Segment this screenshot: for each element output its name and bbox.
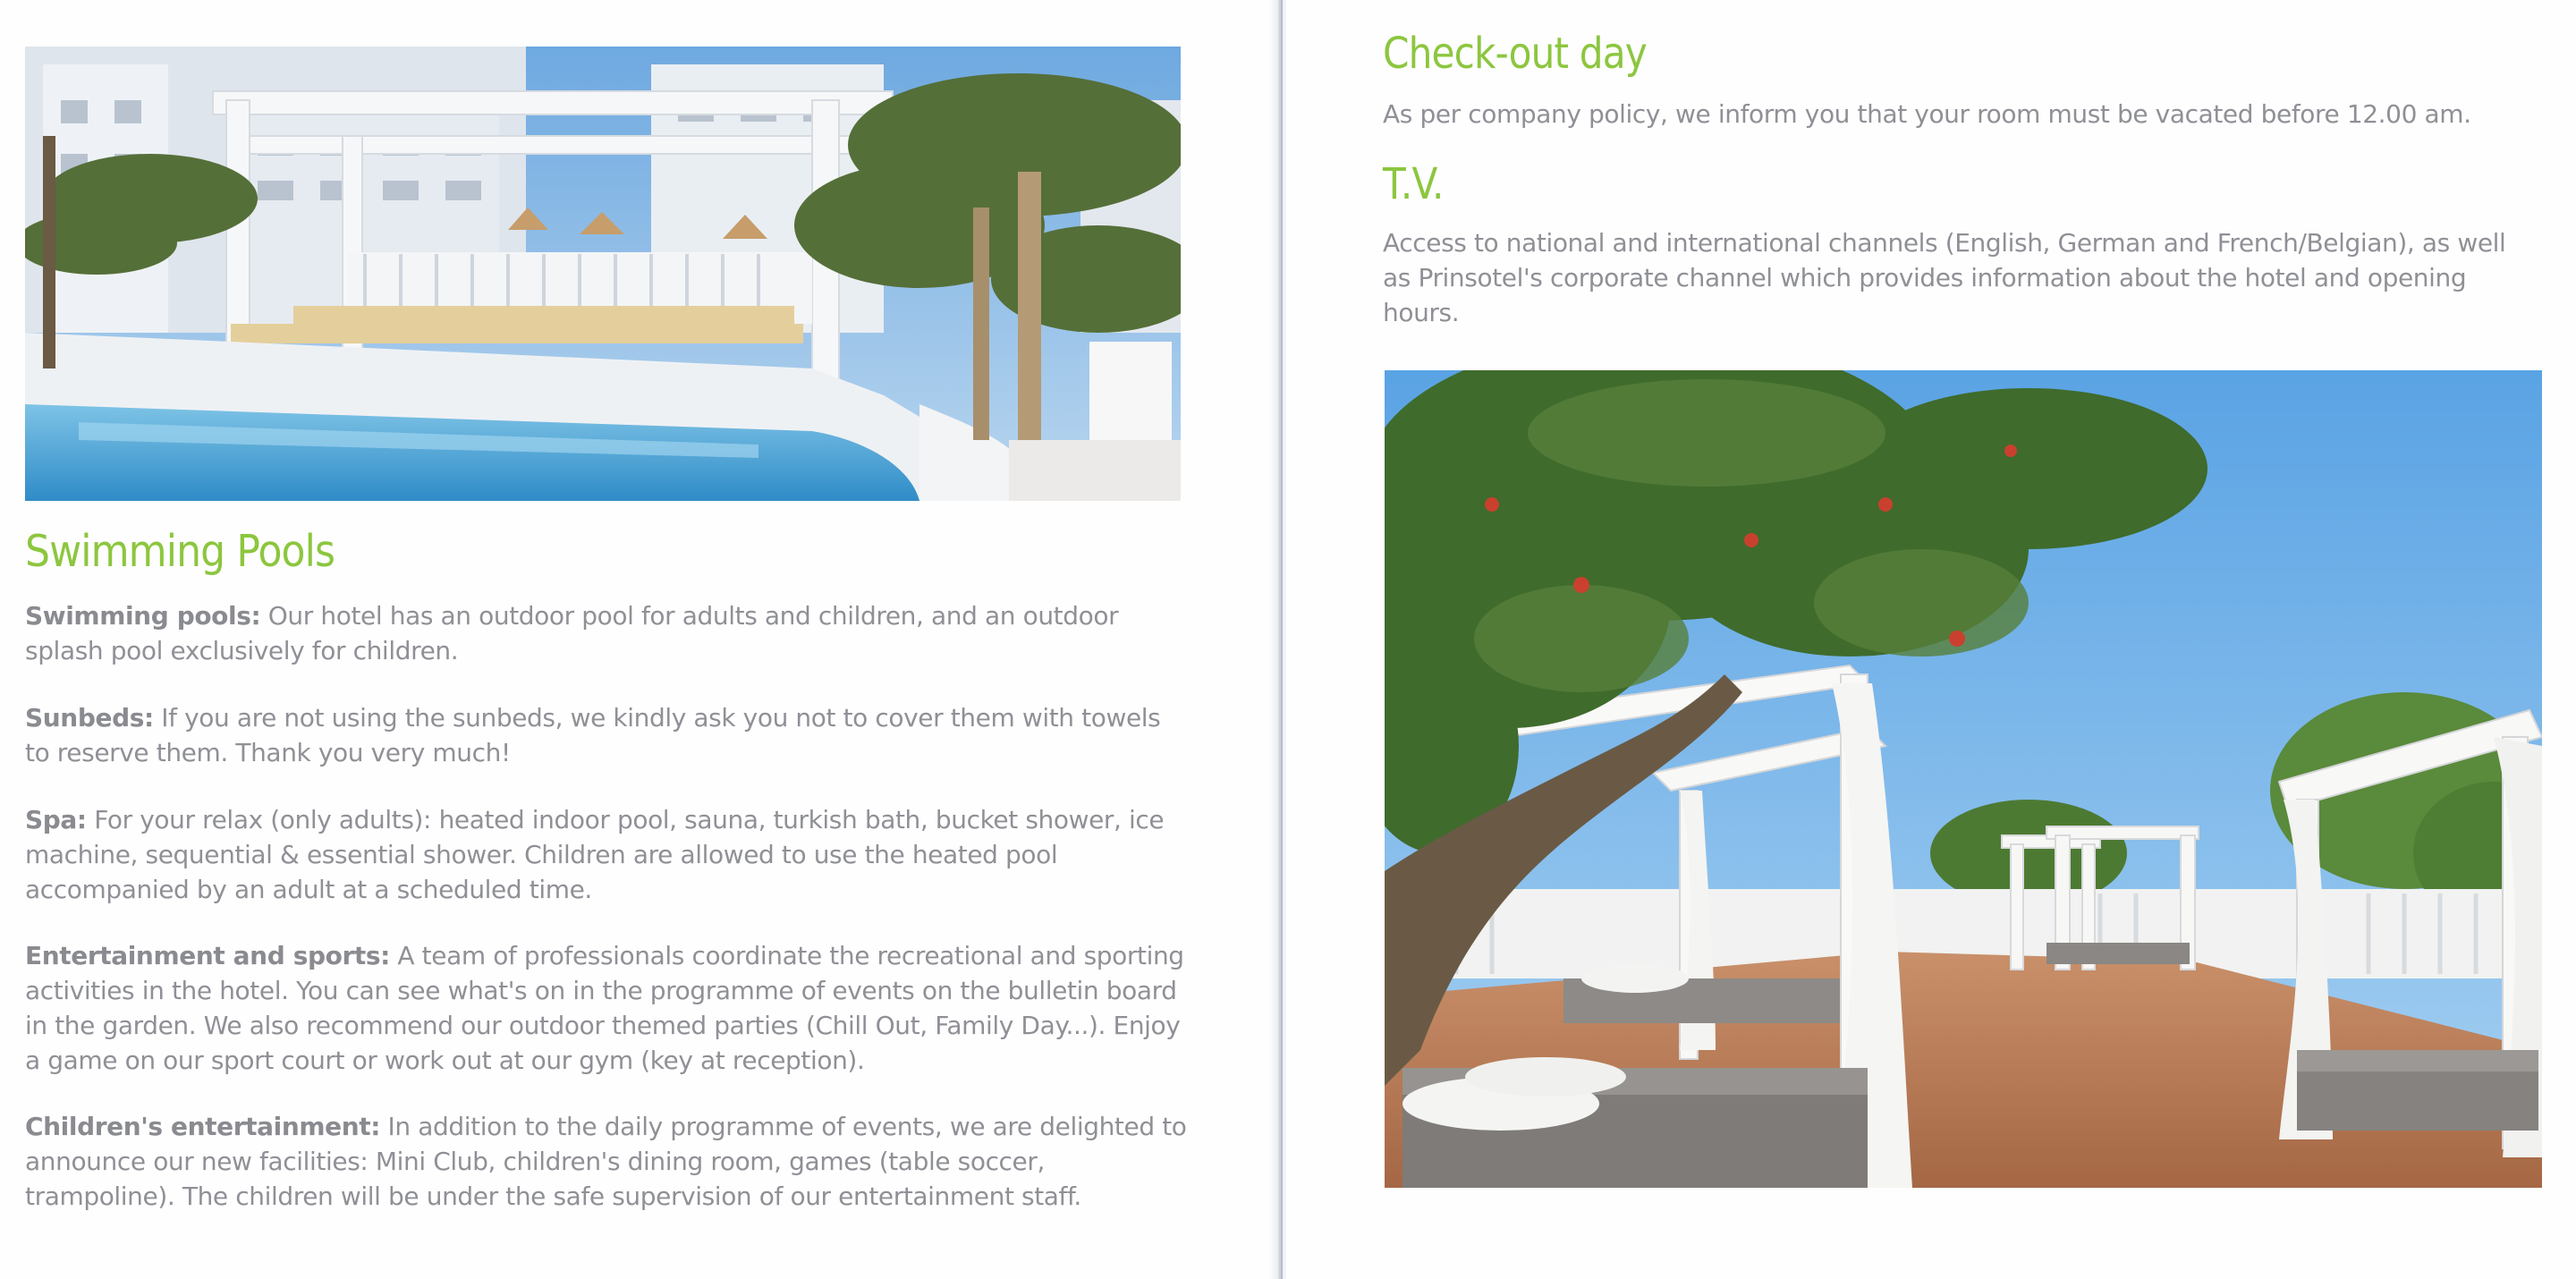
tv-text: Access to national and international channels (English, German and French/Belgian), as well as Prinsotel's corporate channel which provides information about the hotel and opening hours. — [1383, 228, 2506, 327]
paragraph-label: Entertainment and sports: — [25, 941, 390, 970]
checkout-day-text: As per company policy, we inform you that your room must be vacated before 12.00 am. — [1383, 99, 2471, 129]
tv-heading: T.V. — [1383, 159, 1444, 209]
paragraph-text: A team of professionals coordinate the recreational and sporting activities in the hotel. You can see what's on in the programme of events on the bulletin board in the garden. We also recommend our outdoor themed parties (Chill Out, Family Day...). Enjoy a game on our sport court or work out at our gym (key at reception). — [25, 941, 1184, 1075]
paragraph-label: Children's entertainment: — [25, 1112, 381, 1141]
cabana-terrace-photo — [1385, 370, 2542, 1188]
entertainment-sports-paragraph — [25, 938, 1192, 1078]
paragraph-text: For your relax (only adults): heated indoor pool, sauna, turkish bath, bucket shower, ice machine, sequential & essential shower. Children are allowed to use the heated pool accompanied by an adult at a scheduled time. — [25, 805, 1165, 904]
paragraph-text: If you are not using the sunbeds, we kindly ask you not to cover them with towels to reserve them. Thank you very much! — [25, 703, 1161, 767]
pool-terrace-photo — [25, 47, 1181, 501]
paragraph-label: Spa: — [25, 805, 87, 834]
paragraph-text: In addition to the daily programme of events, we are delighted to announce our new facilities: Mini Club, children's dining room, games (table soccer, trampoline). The children will be under the safe supervision of our entertainment staff. — [25, 1112, 1187, 1211]
paragraph-label: Swimming pools: — [25, 601, 261, 631]
childrens-entertainment-paragraph — [25, 1109, 1192, 1214]
swimming-pools-paragraph — [25, 598, 1192, 668]
page-fold-line — [1281, 0, 1283, 1279]
paragraph-text: Our hotel has an outdoor pool for adults and children, and an outdoor splash pool exclusively for children. — [25, 601, 1119, 665]
checkout-day-heading: Check-out day — [1383, 29, 1647, 79]
spa-paragraph — [25, 802, 1192, 907]
swimming-pools-heading: Swimming Pools — [25, 526, 335, 577]
paragraph-label: Sunbeds: — [25, 703, 154, 733]
left-page — [0, 0, 1281, 1279]
sunbeds-paragraph — [25, 700, 1192, 770]
